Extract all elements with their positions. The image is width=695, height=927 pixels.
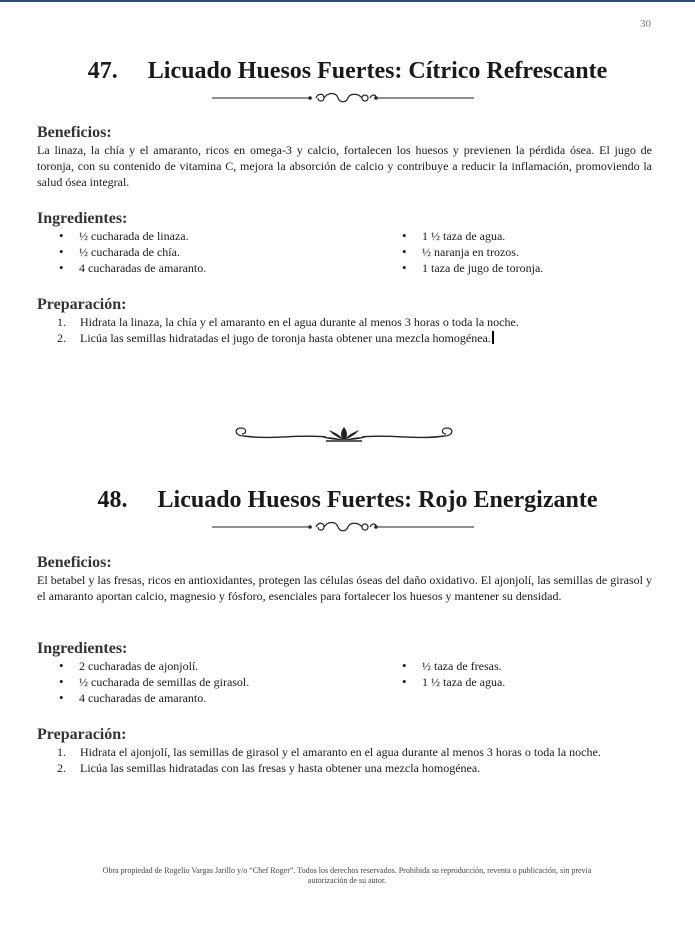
text-cursor <box>492 331 494 344</box>
list-item: • ½ cucharada de chía. <box>37 244 206 260</box>
recipe-title-47 <box>0 58 695 85</box>
recipe-title-text: Licuado Huesos Fuertes: Rojo Energizante <box>157 487 598 513</box>
list-item <box>37 314 652 330</box>
list-item: • 4 cucharadas de amaranto. <box>37 260 206 276</box>
list-item <box>37 760 652 776</box>
ingredients-right-column <box>380 228 543 276</box>
ingredients-section-47 <box>37 210 652 276</box>
benefits-text: El betabel y las fresas, ricos en antioxidantes, protegen las células óseas del daño oxidativo. El ajonjolí, las semillas de girasol y el amaranto aportan calcio, magnesio y fósforo, esenciales para fortalecer los huesos y mantener su densidad. <box>37 573 652 603</box>
benefits-section-48 <box>37 554 652 604</box>
lotus-divider-icon <box>230 424 458 446</box>
ingredients-lists <box>37 658 652 706</box>
step-number: 1. <box>57 315 66 329</box>
list-item <box>37 330 652 346</box>
list-item: • 1 ½ taza de agua. <box>380 674 505 690</box>
ingredients-left-column <box>37 658 249 706</box>
step-text: Hidrata la linaza, la chía y el amaranto en el agua durante al menos 3 horas o toda la noche. <box>80 315 519 329</box>
recipe-title-48 <box>0 487 695 514</box>
step-text: Licúa las semillas hidratadas el jugo de toronja hasta obtener una mezcla homogénea. <box>80 331 491 345</box>
recipe-title-text: Licuado Huesos Fuertes: Cítrico Refrescante <box>147 58 608 84</box>
list-item: • ½ cucharada de linaza. <box>37 228 206 244</box>
recipe-number: 47. <box>87 58 118 84</box>
step-number: 1. <box>57 745 66 759</box>
step-number: 2. <box>57 331 66 345</box>
ingredients-heading: Ingredientes: <box>37 640 128 657</box>
page-number: 30 <box>640 18 651 30</box>
ingredients-right-column <box>380 658 505 690</box>
copyright-footer <box>52 866 642 886</box>
flourish-ornament-icon <box>212 91 474 105</box>
steps-list <box>37 314 652 346</box>
list-item: • 2 cucharadas de ajonjolí. <box>37 658 249 674</box>
steps-list <box>37 744 652 776</box>
benefits-heading: Beneficios: <box>37 124 112 141</box>
ingredients-heading: Ingredientes: <box>37 210 128 227</box>
list-item: • 1 ½ taza de agua. <box>380 228 543 244</box>
preparation-heading: Preparación: <box>37 726 127 743</box>
preparation-section-47 <box>37 296 652 346</box>
benefits-text: La linaza, la chía y el amaranto, ricos en omega-3 y calcio, fortalecen los huesos y previenen la pérdida ósea. El jugo de toronja, con su contenido de vitamina C, mejora la absorción de calcio y contribuye a reducir la inflamación, promoviendo la salud ósea integral. <box>37 143 652 189</box>
ingredients-section-48 <box>37 640 652 706</box>
list-item: • ½ taza de fresas. <box>380 658 505 674</box>
list-item <box>37 744 652 760</box>
step-number: 2. <box>57 761 66 775</box>
footer-line: autorización de su autor. <box>307 876 387 885</box>
step-text: Licúa las semillas hidratadas con las fresas y hasta obtener una mezcla homogénea. <box>80 761 481 775</box>
top-rule <box>0 0 695 2</box>
list-item: • 1 taza de jugo de toronja. <box>380 260 543 276</box>
footer-line: Obra propiedad de Rogelio Vargas Jarillo y/o “Chef Roger”. Todos los derechos reservados. Prohibida su reproducción, reventa o publicación, sin previa <box>102 866 592 875</box>
ingredients-left-column <box>37 228 206 276</box>
preparation-section-48 <box>37 726 652 776</box>
list-item: • ½ cucharada de semillas de girasol. <box>37 674 249 690</box>
list-item: • 4 cucharadas de amaranto. <box>37 690 249 706</box>
benefits-section-47 <box>37 124 652 190</box>
ingredients-lists <box>37 228 652 276</box>
recipe-number: 48. <box>97 487 128 513</box>
list-item: • ½ naranja en trozos. <box>380 244 543 260</box>
preparation-heading: Preparación: <box>37 296 127 313</box>
step-text: Hidrata el ajonjolí, las semillas de girasol y el amaranto en el agua durante al menos 3 horas o toda la noche. <box>80 745 601 759</box>
flourish-ornament-icon <box>212 520 474 534</box>
benefits-heading: Beneficios: <box>37 554 112 571</box>
